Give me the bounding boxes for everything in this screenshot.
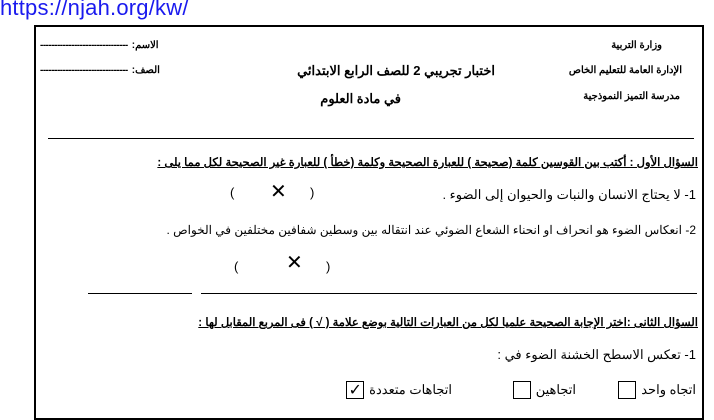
- ministry-label: وزارة التربية: [611, 40, 662, 51]
- question1-title: السؤال الأول : أكتب بين القوسين كلمة (صحيحة ) للعبارة الصحيحة وكلمة (خطأ ) للعبارة غير الصحيحة لكل مما يلى :: [157, 157, 698, 169]
- item2-close-paren: ): [326, 259, 331, 274]
- item1-open-paren: (: [230, 185, 235, 200]
- class-dots: -------------------------------: [40, 65, 128, 76]
- separator-line-left: [88, 293, 192, 294]
- option-multiple-directions-label: اتجاهات متعددة: [369, 382, 452, 397]
- question1-item2-text: 2- انعكاس الضوء هو انحراف او انحناء الشعاع الضوئي عند انتقاله بين وسطين شفافين مختلفين في الخواص .: [166, 223, 696, 237]
- option-two-directions[interactable]: [513, 381, 576, 399]
- question2-item1-text: 1- تعكس الاسطح الخشنة الضوء في :: [497, 347, 696, 362]
- item1-close-paren: ): [310, 185, 315, 200]
- name-dots: -------------------------------: [40, 40, 128, 51]
- option-one-direction-label: اتجاه واحد: [641, 382, 696, 397]
- exam-sheet: [34, 25, 704, 420]
- option-multiple-directions[interactable]: [346, 381, 452, 399]
- option-one-direction-checkbox[interactable]: [618, 381, 636, 399]
- option-two-directions-label: اتجاهين: [535, 382, 576, 397]
- school-label: مدرسة التميز النموذجية: [583, 91, 680, 102]
- exam-title: اختبار تجريبي 2 للصف الرابع الابتدائي: [297, 63, 495, 78]
- directorate-label: الإدارة العامة للتعليم الخاص: [568, 65, 682, 76]
- watermark-url[interactable]: https://njah.org/kw/: [0, 0, 189, 20]
- item2-open-paren: (: [234, 259, 239, 274]
- header-divider: [48, 138, 694, 139]
- option-one-direction[interactable]: [618, 381, 696, 399]
- option-two-directions-checkbox[interactable]: [513, 381, 531, 399]
- name-field: [40, 40, 159, 51]
- item1-x-mark-icon: ✕: [270, 179, 287, 203]
- separator-line-right: [201, 293, 697, 294]
- name-label: الاسم:: [131, 40, 159, 51]
- question2-title: السؤال الثانى :اختر الإجابة الصحيحة علميا لكل من العبارات التالية بوضع علامة ( √ ) فى المربع المقابل لها :: [198, 317, 698, 329]
- class-field: [40, 65, 160, 76]
- item2-x-mark-icon: ✕: [286, 250, 303, 274]
- check-mark-icon: ✓: [348, 380, 362, 399]
- question1-item1-text: 1- لا يحتاج الانسان والنبات والحيوان إلى الضوء .: [442, 187, 696, 202]
- option-multiple-directions-checkbox[interactable]: [346, 381, 364, 399]
- subject-title: في مادة العلوم: [320, 91, 401, 106]
- class-label: الصف:: [131, 65, 160, 76]
